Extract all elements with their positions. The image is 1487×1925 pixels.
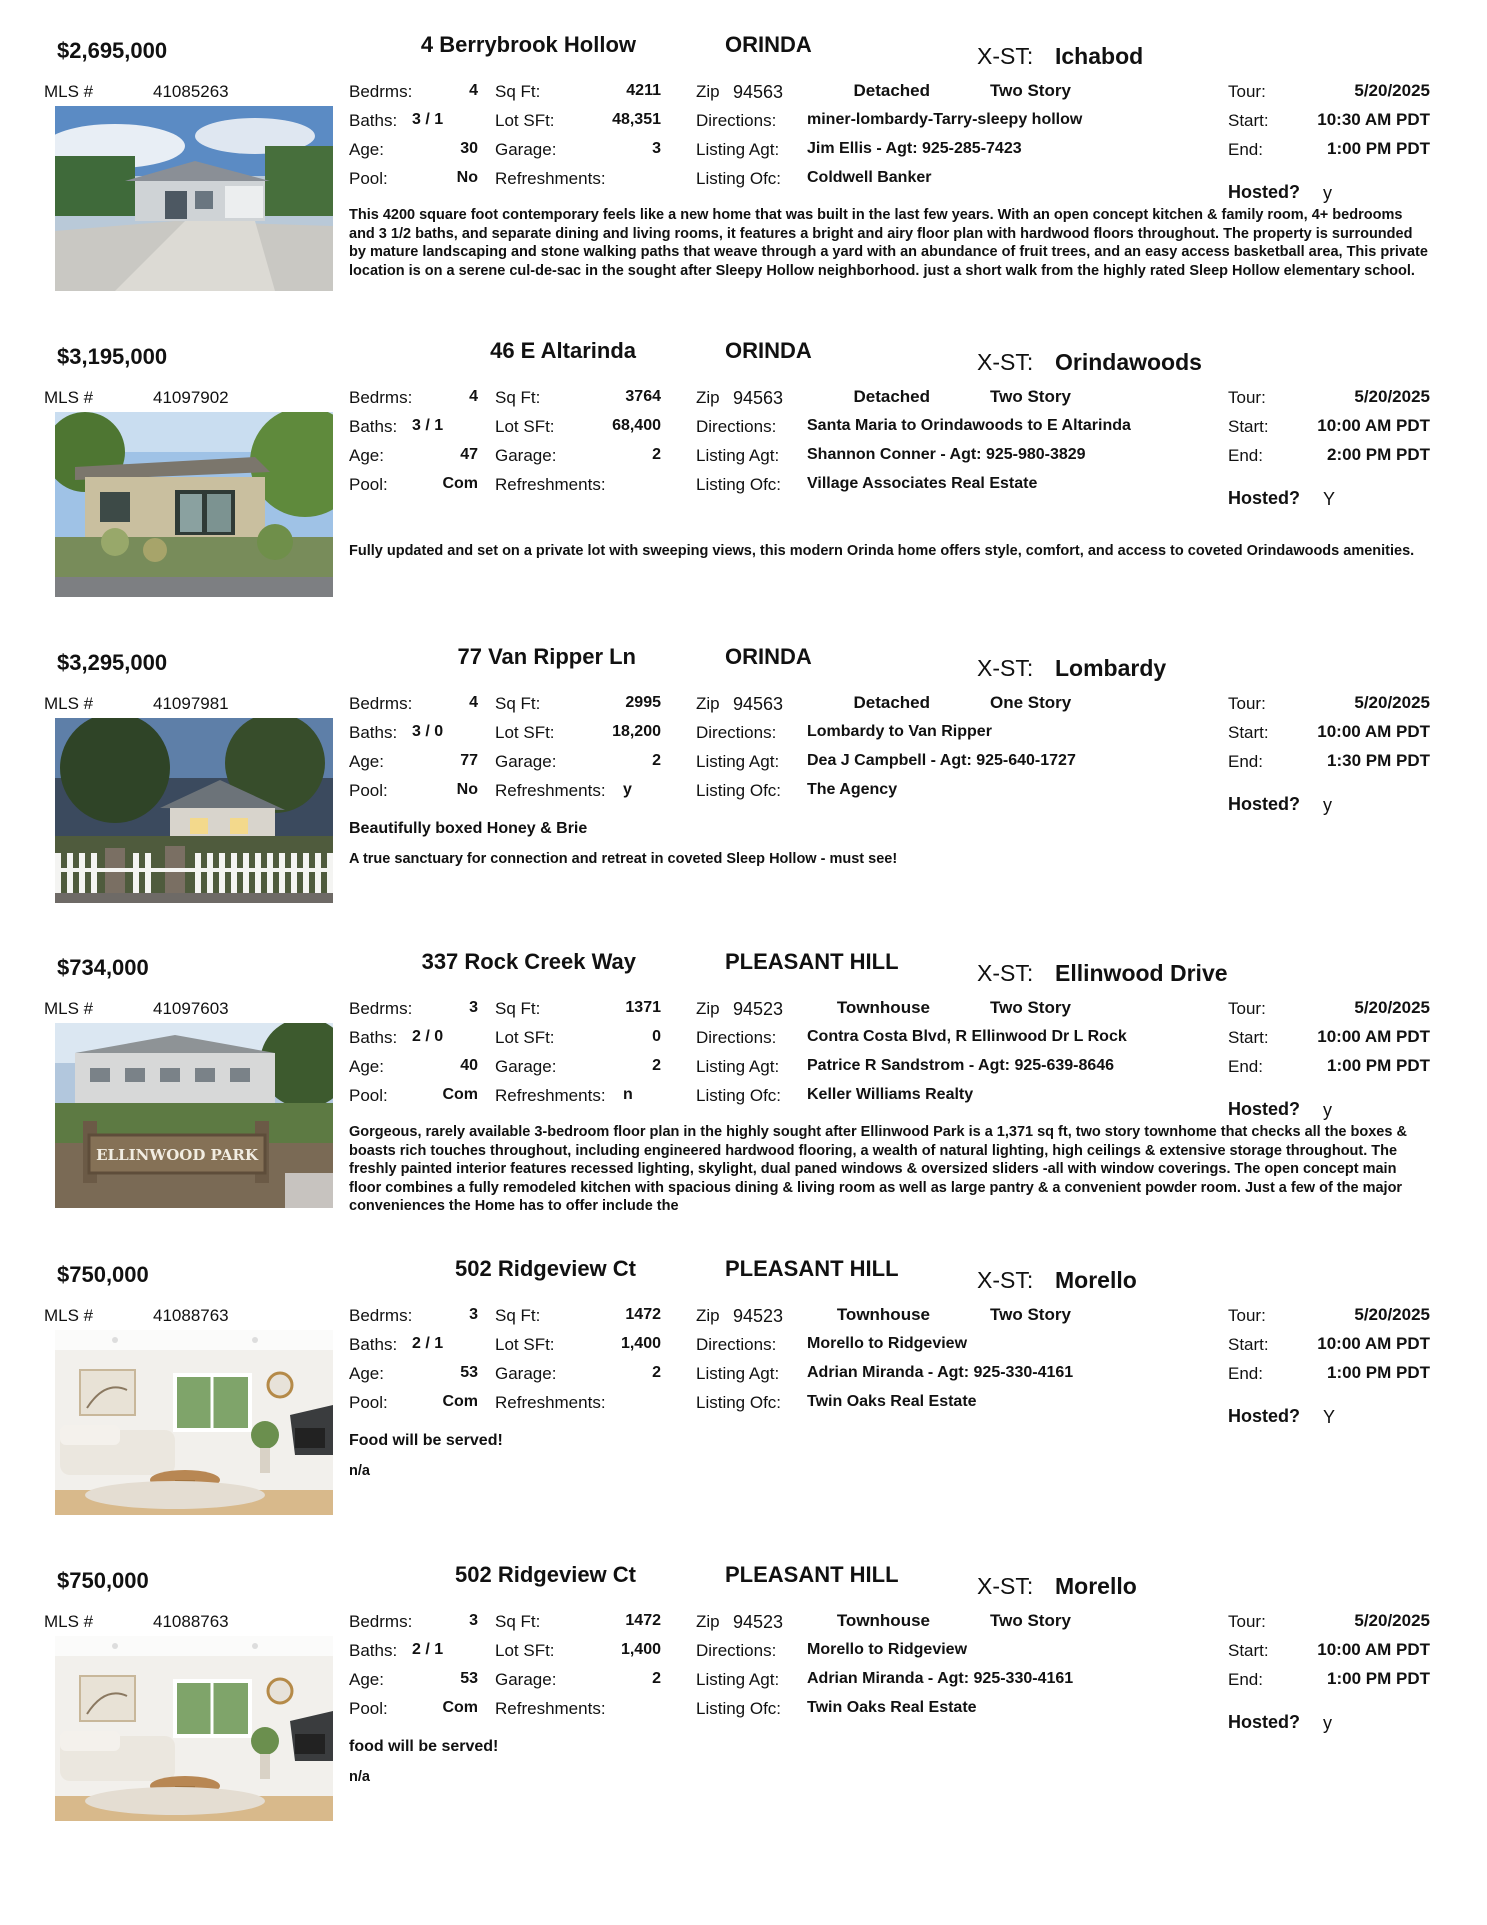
mls-label: MLS # [44,82,94,101]
sqft-label: Sq Ft: [495,999,541,1018]
zip-value: 94563 [733,82,784,102]
hosted-value: y [1323,183,1332,203]
start-time: 10:00 AM PDT [1317,416,1430,435]
stories: One Story [990,693,1072,712]
listing-price: $750,000 [57,1568,149,1593]
office-value[interactable]: Keller Williams Realty [807,1086,974,1103]
end-label: End: [1228,140,1263,159]
lot-label: Lot SFt: [495,723,555,742]
office-value[interactable]: Twin Oaks Real Estate [807,1699,977,1716]
photo-image [55,1330,333,1515]
cross-street-label: X-ST: [977,960,1034,986]
agent-label: Listing Agt: [696,1057,780,1076]
end-label: End: [1228,1057,1263,1076]
bedrooms-value: 4 [469,388,478,405]
office-label: Listing Ofc: [696,475,782,494]
garage-value: 3 [652,140,661,157]
zip-value: 94563 [733,388,784,408]
mls-number: 41097902 [153,388,229,407]
listing-city: ORINDA [725,338,812,363]
hosted-label: Hosted? [1228,488,1300,508]
zip-label: Zip [696,388,720,407]
listing-price: $3,295,000 [57,650,168,675]
end-time: 1:00 PM PDT [1327,1669,1430,1688]
refreshments-label: Refreshments: [495,1086,606,1105]
mls-label: MLS # [44,999,94,1018]
office-value[interactable]: Village Associates Real Estate [807,475,1038,492]
pool-value: No [456,169,478,186]
lot-label: Lot SFt: [495,111,555,130]
start-time: 10:30 AM PDT [1317,110,1430,129]
age-value: 47 [460,446,478,463]
lot-value: 0 [652,1028,661,1045]
svg-text:ELLINWOOD PARK: ELLINWOOD PARK [96,1146,258,1164]
garage-label: Garage: [495,752,557,771]
end-label: End: [1228,1670,1263,1689]
pool-value: No [456,781,478,798]
tour-label: Tour: [1228,694,1266,713]
office-label: Listing Ofc: [696,1393,782,1412]
age-value: 53 [460,1670,478,1687]
end-time: 1:00 PM PDT [1327,1056,1430,1075]
tour-date: 5/20/2025 [1354,693,1430,712]
tour-label: Tour: [1228,82,1266,101]
lot-value: 1,400 [620,1641,661,1658]
tour-date: 5/20/2025 [1354,1305,1430,1324]
hosted-label: Hosted? [1228,1406,1300,1426]
lot-label: Lot SFt: [495,1641,555,1660]
agent-label: Listing Agt: [696,140,780,159]
property-type: Townhouse [836,1611,930,1630]
age-value: 53 [460,1364,478,1381]
hosted-value: y [1323,1713,1332,1733]
baths-label: Baths: [349,417,398,436]
sqft-label: Sq Ft: [495,388,541,407]
mls-number: 41085263 [153,82,229,101]
garage-label: Garage: [495,1364,557,1383]
zip-value: 94523 [733,1306,784,1326]
cross-street-label: X-ST: [977,1267,1034,1293]
agent-value[interactable]: Dea J Campbell - Agt: 925-640-1727 [807,752,1076,769]
sqft-label: Sq Ft: [495,82,541,101]
end-time: 1:00 PM PDT [1327,139,1430,158]
listing-city: PLEASANT HILL [725,1256,899,1281]
listing-price: $2,695,000 [57,38,168,63]
photo-image [55,106,333,291]
zip-label: Zip [696,82,720,101]
agent-label: Listing Agt: [696,446,780,465]
refreshments-label: Refreshments: [495,1393,606,1412]
listing-description: A true sanctuary for connection and retreat in coveted Sleep Hollow - must see! [349,851,898,867]
refreshments-label: Refreshments: [495,169,606,188]
office-value[interactable]: The Agency [807,781,898,798]
pool-label: Pool: [349,475,388,494]
garage-value: 2 [652,1057,661,1074]
mls-label: MLS # [44,388,94,407]
tour-date: 5/20/2025 [1354,81,1430,100]
listing-price: $3,195,000 [57,344,168,369]
tour-label: Tour: [1228,1306,1266,1325]
hosted-label: Hosted? [1228,1099,1300,1119]
directions-label: Directions: [696,1335,777,1354]
hosted-label: Hosted? [1228,1712,1300,1732]
mls-number: 41088763 [153,1306,229,1325]
pool-value: Com [442,1699,478,1716]
directions-label: Directions: [696,723,777,742]
baths-label: Baths: [349,1335,398,1354]
office-value[interactable]: Twin Oaks Real Estate [807,1393,977,1410]
zip-label: Zip [696,1612,720,1631]
hosted-value: y [1323,1100,1332,1120]
garage-value: 2 [652,1670,661,1687]
pool-label: Pool: [349,1699,388,1718]
directions-label: Directions: [696,111,777,130]
listing-card-4 [0,941,1487,1246]
listing-photo[interactable] [55,1023,333,1208]
sqft-value: 1472 [625,1306,661,1323]
lot-label: Lot SFt: [495,1028,555,1047]
garage-value: 2 [652,446,661,463]
listing-photo[interactable] [55,1636,333,1821]
refreshment-note: food will be served! [349,1738,499,1755]
directions-value[interactable]: Morello to Ridgeview [807,1641,968,1658]
bedrooms-label: Bedrms: [349,1612,413,1631]
mls-number: 41097603 [153,999,229,1018]
agent-label: Listing Agt: [696,752,780,771]
hosted-label: Hosted? [1228,182,1300,202]
stories: Two Story [990,81,1071,100]
photo-image [55,718,333,903]
baths-label: Baths: [349,111,398,130]
agent-value[interactable]: Patrice R Sandstrom - Agt: 925-639-8646 [807,1057,1115,1074]
photo-image [55,412,333,597]
stories: Two Story [990,387,1071,406]
property-type: Detached [853,81,930,100]
end-time: 2:00 PM PDT [1327,445,1430,464]
cross-street-value: Morello [1055,1267,1137,1293]
directions-label: Directions: [696,1028,777,1047]
sqft-value: 2995 [625,694,661,711]
sqft-label: Sq Ft: [495,694,541,713]
agent-value[interactable]: Adrian Miranda - Agt: 925-330-4161 [807,1364,1074,1381]
cross-street-value: Lombardy [1055,655,1167,681]
lot-value: 48,351 [612,111,661,128]
listing-description: Gorgeous, rarely available 3-bedroom floor plan in the highly sought after Ellinwood Park is a 1,371 sq ft, two story townhome that checks all the boxes & boasts rich touches throughout, including engineered hardwood flooring, a wealth of natural lighting, high ceilings & extensive storage throughout. The freshly painted interior features recessed lighting, skylight, dual paned windows & oversized sliders -all with window coverings. The open concept main floor combines a fully remodeled kitchen with spacious dining & living room as well as large pantry & a convenient powder room. Just a few of the major conveniences the Home has to offer include the [349,1124,1407,1214]
mls-label: MLS # [44,1306,94,1325]
agent-value[interactable]: Shannon Conner - Agt: 925-980-3829 [807,446,1086,463]
hosted-value: Y [1323,1407,1336,1427]
end-label: End: [1228,752,1263,771]
bedrooms-label: Bedrms: [349,388,413,407]
refreshments-value: n [623,1086,633,1103]
listing-description: Fully updated and set on a private lot with sweeping views, this modern Orinda home offers style, comfort, and access to coveted Orindawoods amenities. [349,543,1415,559]
baths-label: Baths: [349,723,398,742]
pool-label: Pool: [349,781,388,800]
garage-label: Garage: [495,140,557,159]
lot-label: Lot SFt: [495,1335,555,1354]
start-time: 10:00 AM PDT [1317,722,1430,741]
photo-image [55,1636,333,1821]
cross-street-label: X-ST: [977,655,1034,681]
refreshments-label: Refreshments: [495,475,606,494]
end-time: 1:30 PM PDT [1327,751,1430,770]
garage-label: Garage: [495,1057,557,1076]
sqft-value: 4211 [626,82,661,99]
hosted-value: Y [1323,489,1336,509]
start-label: Start: [1228,1028,1269,1047]
baths-value: 2 / 1 [412,1641,444,1658]
agent-value[interactable]: Jim Ellis - Agt: 925-285-7423 [807,140,1022,157]
directions-value[interactable]: Contra Costa Blvd, R Ellinwood Dr L Rock [807,1028,1127,1045]
pool-label: Pool: [349,1086,388,1105]
lot-value: 1,400 [620,1335,661,1352]
age-value: 40 [460,1057,478,1074]
cross-street-value: Ellinwood Drive [1055,960,1228,986]
property-type: Townhouse [836,998,930,1017]
office-label: Listing Ofc: [696,781,782,800]
garage-label: Garage: [495,446,557,465]
listing-address: 502 Ridgeview Ct [455,1256,636,1281]
start-time: 10:00 AM PDT [1317,1334,1430,1353]
garage-value: 2 [652,752,661,769]
mls-label: MLS # [44,694,94,713]
mls-label: MLS # [44,1612,94,1631]
tour-date: 5/20/2025 [1354,998,1430,1017]
pool-label: Pool: [349,169,388,188]
directions-label: Directions: [696,417,777,436]
age-label: Age: [349,1057,384,1076]
tour-label: Tour: [1228,1612,1266,1631]
listing-city: ORINDA [725,32,812,57]
office-label: Listing Ofc: [696,1699,782,1718]
pool-label: Pool: [349,1393,388,1412]
directions-value[interactable]: miner-lombardy-Tarry-sleepy hollow [807,111,1083,128]
listing-card-2 [0,330,1487,635]
start-time: 10:00 AM PDT [1317,1640,1430,1659]
start-label: Start: [1228,1335,1269,1354]
bedrooms-value: 3 [469,1612,478,1629]
property-type: Townhouse [836,1305,930,1324]
hosted-value: y [1323,795,1332,815]
listing-description: This 4200 square foot contemporary feels like a new home that was built in the last few years. With an open concept kitchen & family room, 4+ bedrooms and 3 1/2 baths, and separate dining and living rooms, it features a bright and airy floor plan with hardwood floors throughout. The property is surrounded by mature landscaping and stone walking paths that weave through a yard with an abundance of fruit trees, and an easy access basketball area, This private location is on a serene cul-de-sac in the sought after Sleepy Hollow neighborhood. just a short walk from the highly rated Sleep Hollow elementary school. [349,207,1428,279]
listing-address: 502 Ridgeview Ct [455,1562,636,1587]
stories: Two Story [990,998,1071,1017]
bedrooms-value: 3 [469,1306,478,1323]
directions-label: Directions: [696,1641,777,1660]
zip-label: Zip [696,1306,720,1325]
garage-label: Garage: [495,1670,557,1689]
office-label: Listing Ofc: [696,169,782,188]
refreshments-value: y [623,781,632,798]
directions-value[interactable]: Santa Maria to Orindawoods to E Altarinda [807,417,1131,434]
age-label: Age: [349,752,384,771]
directions-value[interactable]: Morello to Ridgeview [807,1335,968,1352]
listing-address: 337 Rock Creek Way [421,949,636,974]
cross-street-value: Orindawoods [1055,349,1202,375]
bedrooms-value: 4 [469,694,478,711]
stories: Two Story [990,1611,1071,1630]
end-time: 1:00 PM PDT [1327,1363,1430,1382]
listing-description: n/a [349,1463,370,1479]
listing-photo[interactable] [55,412,333,597]
pool-value: Com [442,1393,478,1410]
photo-image [55,1023,333,1208]
cross-street-label: X-ST: [977,43,1034,69]
baths-value: 2 / 0 [412,1028,444,1045]
baths-label: Baths: [349,1028,398,1047]
tour-label: Tour: [1228,999,1266,1018]
zip-value: 94523 [733,1612,784,1632]
bedrooms-label: Bedrms: [349,999,413,1018]
bedrooms-label: Bedrms: [349,82,413,101]
pool-value: Com [442,475,478,492]
baths-value: 3 / 1 [412,111,444,128]
stories: Two Story [990,1305,1071,1324]
zip-value: 94523 [733,999,784,1019]
cross-street-label: X-ST: [977,349,1034,375]
listing-address: 46 E Altarinda [490,338,636,363]
zip-label: Zip [696,694,720,713]
garage-value: 2 [652,1364,661,1381]
baths-value: 2 / 1 [412,1335,444,1352]
age-value: 77 [460,752,478,769]
agent-label: Listing Agt: [696,1364,780,1383]
property-type: Detached [853,387,930,406]
cross-street-value: Ichabod [1055,43,1144,69]
bedrooms-label: Bedrms: [349,694,413,713]
refreshments-label: Refreshments: [495,1699,606,1718]
listing-price: $750,000 [57,1262,149,1287]
baths-value: 3 / 0 [412,723,444,740]
listing-card-1 [0,24,1487,329]
baths-label: Baths: [349,1641,398,1660]
end-label: End: [1228,446,1263,465]
start-label: Start: [1228,723,1269,742]
listing-address: 4 Berrybrook Hollow [420,32,636,57]
zip-value: 94563 [733,694,784,714]
listing-card-5 [0,1248,1487,1553]
bedrooms-value: 4 [469,82,478,99]
age-label: Age: [349,1364,384,1383]
bedrooms-label: Bedrms: [349,1306,413,1325]
mls-number: 41088763 [153,1612,229,1631]
listing-city: PLEASANT HILL [725,1562,899,1587]
refreshment-note: Food will be served! [349,1432,503,1449]
listing-city: PLEASANT HILL [725,949,899,974]
agent-value[interactable]: Adrian Miranda - Agt: 925-330-4161 [807,1670,1074,1687]
zip-label: Zip [696,999,720,1018]
end-label: End: [1228,1364,1263,1383]
age-value: 30 [460,140,478,157]
directions-value[interactable]: Lombardy to Van Ripper [807,723,992,740]
pool-value: Com [442,1086,478,1103]
cross-street-value: Morello [1055,1573,1137,1599]
lot-value: 68,400 [612,417,661,434]
listing-city: ORINDA [725,644,812,669]
age-label: Age: [349,140,384,159]
age-label: Age: [349,446,384,465]
baths-value: 3 / 1 [412,417,444,434]
property-type: Detached [853,693,930,712]
sqft-value: 1472 [625,1612,661,1629]
listing-photo[interactable] [55,106,333,291]
tour-date: 5/20/2025 [1354,387,1430,406]
tour-date: 5/20/2025 [1354,1611,1430,1630]
listing-price: $734,000 [57,955,149,980]
bedrooms-value: 3 [469,999,478,1016]
lot-label: Lot SFt: [495,417,555,436]
sqft-value: 3764 [625,388,661,405]
lot-value: 18,200 [612,723,661,740]
age-label: Age: [349,1670,384,1689]
mls-number: 41097981 [153,694,229,713]
office-label: Listing Ofc: [696,1086,782,1105]
sqft-label: Sq Ft: [495,1306,541,1325]
listing-address: 77 Van Ripper Ln [457,644,636,669]
agent-label: Listing Agt: [696,1670,780,1689]
sqft-label: Sq Ft: [495,1612,541,1631]
hosted-label: Hosted? [1228,794,1300,814]
sqft-value: 1371 [625,999,661,1016]
cross-street-label: X-ST: [977,1573,1034,1599]
listing-card-6 [0,1554,1487,1859]
start-label: Start: [1228,1641,1269,1660]
tour-label: Tour: [1228,388,1266,407]
start-label: Start: [1228,111,1269,130]
listing-card-3 [0,636,1487,941]
refreshment-note: Beautifully boxed Honey & Brie [349,820,588,837]
office-value[interactable]: Coldwell Banker [807,169,932,186]
listing-photo[interactable] [55,718,333,903]
start-time: 10:00 AM PDT [1317,1027,1430,1046]
listing-description: n/a [349,1769,370,1785]
start-label: Start: [1228,417,1269,436]
listing-photo[interactable] [55,1330,333,1515]
refreshments-label: Refreshments: [495,781,606,800]
